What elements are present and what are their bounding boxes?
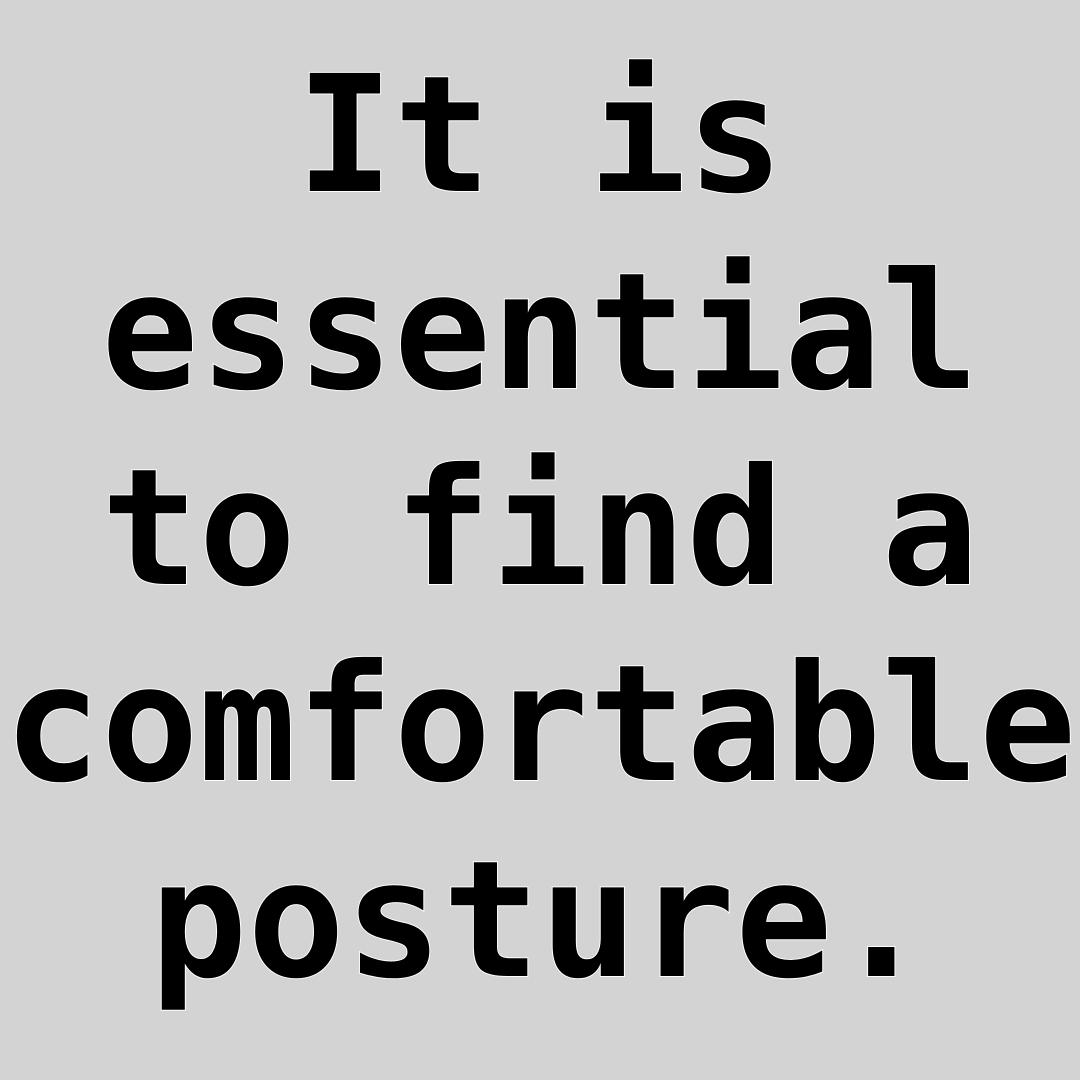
quote-line-5: posture. xyxy=(149,827,931,1015)
quote-line-1: It is xyxy=(296,42,784,230)
quote-line-3: to find a xyxy=(101,435,979,623)
quote-line-2: essential xyxy=(101,239,979,427)
quote-line-4: comfortable xyxy=(3,631,1077,819)
